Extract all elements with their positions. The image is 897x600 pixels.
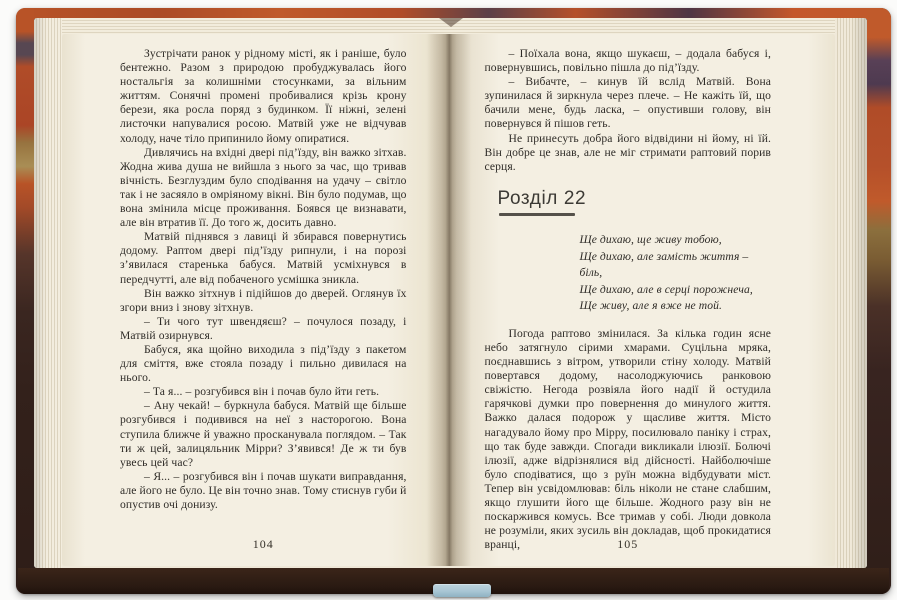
right-page-bottom-paragraphs bbox=[485, 327, 772, 553]
book bbox=[16, 8, 891, 594]
paragraph: Зустрічати ранок у рідному місті, як і раніше, було бентежно. Разом з природою пробуджувалась його ностальгія за колишніми стосунками, за вільним життям. Сонячні промені пробивалися крізь крону берези, яка росла поряд з будинком. Її ніжні, зелені листочки напувалися росою. Матвій уже не відчував холоду, наче тіло припинило йому опиратися. bbox=[120, 47, 407, 145]
epigraph-line: Ще живу, але я вже не той. bbox=[579, 299, 723, 313]
page-edges-right bbox=[835, 18, 867, 568]
epigraph bbox=[580, 232, 772, 315]
right-page bbox=[449, 34, 836, 566]
paragraph: – Ти чого тут швендяєш? – почулося позаду, і Матвій озирнувся. bbox=[120, 314, 407, 342]
ribbon-bookmark bbox=[433, 584, 491, 597]
paragraph: Погода раптово змінилася. За кілька годин ясне небо затягнуло сірими хмарами. Суцільна мряка, поєднавшись з вітром, утворили стіну холоду. Матвій повертався додому, насолоджуючись ранковою свіжістю. Негода розвіяла його надії й остудила гарячкові думки про повернення до минулого життя. Важко далася подорож у щасливе життя. Місто нагадувало йому про Мірру, посилювало паніку і страх, що так буде завжди. Спогади викликали ілюзії. Болючі ілюзії, адже відрізнялися від дійсності. Найболючіше було сподіватися, що з руїн можна відбудувати міст. Тепер він усвідомлював: біль ніколи не стане слабшим, якщо глушити його ще більше. Жодного разу він не поскаржився комусь. Все тримав у собі. Люди довкола не розуміли, яких зусиль він докладав, щоб прокидатися вранці, bbox=[484, 326, 771, 552]
paragraph: – Я... – розгубився він і почав шукати виправдання, але його не було. Це він точно знав. Тому стиснув губи й опустив очі донизу. bbox=[120, 469, 407, 511]
paragraph: – Поїхала вона, якщо шукаєш, – додала бабуся і, повернувшись, повільно пішла до під’їзду. bbox=[484, 47, 771, 75]
paragraph: Він важко зітхнув і підійшов до дверей. Оглянув їх згори вниз і знову зітхнув. bbox=[120, 286, 407, 314]
paragraph: Не принесуть добра його відвідини ні йому, ні їй. Він добре це знав, але не міг стримати раптовий порив серця. bbox=[484, 131, 771, 173]
paragraph: – Вибачте, – кинув їй вслід Матвій. Вона зупинилася й зиркнула через плече. – Не кажіть їй, що бачили мене, будь ласка, – опустивши голову, він повернувся й пішов геть. bbox=[484, 75, 771, 131]
right-page-number: 105 bbox=[617, 537, 639, 551]
open-spread bbox=[62, 34, 835, 566]
left-page-text bbox=[120, 47, 407, 512]
epigraph-line: Ще дихаю, ще живу тобою, bbox=[579, 232, 722, 246]
left-page-number: 104 bbox=[252, 537, 274, 551]
paragraph: Матвій піднявся з лавиці й збирався повернутись додому. Раптом двері під’їзду рипнули, і на порозі з’явилася старенька бабуся. Матвій усміхнувся в передчутті, але від побаченого усмішка зникла. bbox=[120, 230, 407, 286]
epigraph-line: Ще дихаю, але в серці порожнеча, bbox=[579, 282, 753, 296]
page-edges-left bbox=[34, 18, 62, 568]
paragraph: Дивлячись на вхідні двері під’їзду, він важко зітхав. Жодна жива душа не вийшла з нього за час, що тривав вічність. Безглуздим було сподівання на удачу – світло так і не засяяло в омріяному вікні. Він було подумав, що вона змінила місце проживання. Боявся це визнавати, але він втратив її. До того ж, досить давно. bbox=[120, 145, 407, 230]
chapter-heading-rule bbox=[499, 213, 575, 216]
epigraph-line: Ще дихаю, але замість життя – біль, bbox=[579, 249, 749, 280]
right-page-top-paragraphs bbox=[485, 47, 772, 174]
page-block-edges bbox=[34, 18, 867, 568]
paragraph: – Ану чекай! – буркнула бабуся. Матвій ще більше розгубився і подивився на неї з насторогою. Вона ступила ближче й уважно просканувала поглядом. – Так ти ж цей, залицяльник Мірри? З’явився! Де ж ти був увесь цей час? bbox=[120, 399, 407, 469]
cover-edge-right bbox=[867, 8, 891, 594]
cover-edge-left bbox=[16, 8, 34, 594]
left-page bbox=[62, 34, 449, 566]
right-page-text bbox=[485, 47, 772, 552]
chapter-heading: Розділ 22 bbox=[497, 187, 587, 209]
paragraph: – Та я... – розгубився він і почав було йти геть. bbox=[144, 385, 380, 399]
gutter-notch bbox=[439, 18, 463, 27]
paragraph: Бабуся, яка щойно виходила з під’їзду з пакетом для сміття, вже стояла позаду і пильно дивилася на нього. bbox=[120, 342, 407, 385]
